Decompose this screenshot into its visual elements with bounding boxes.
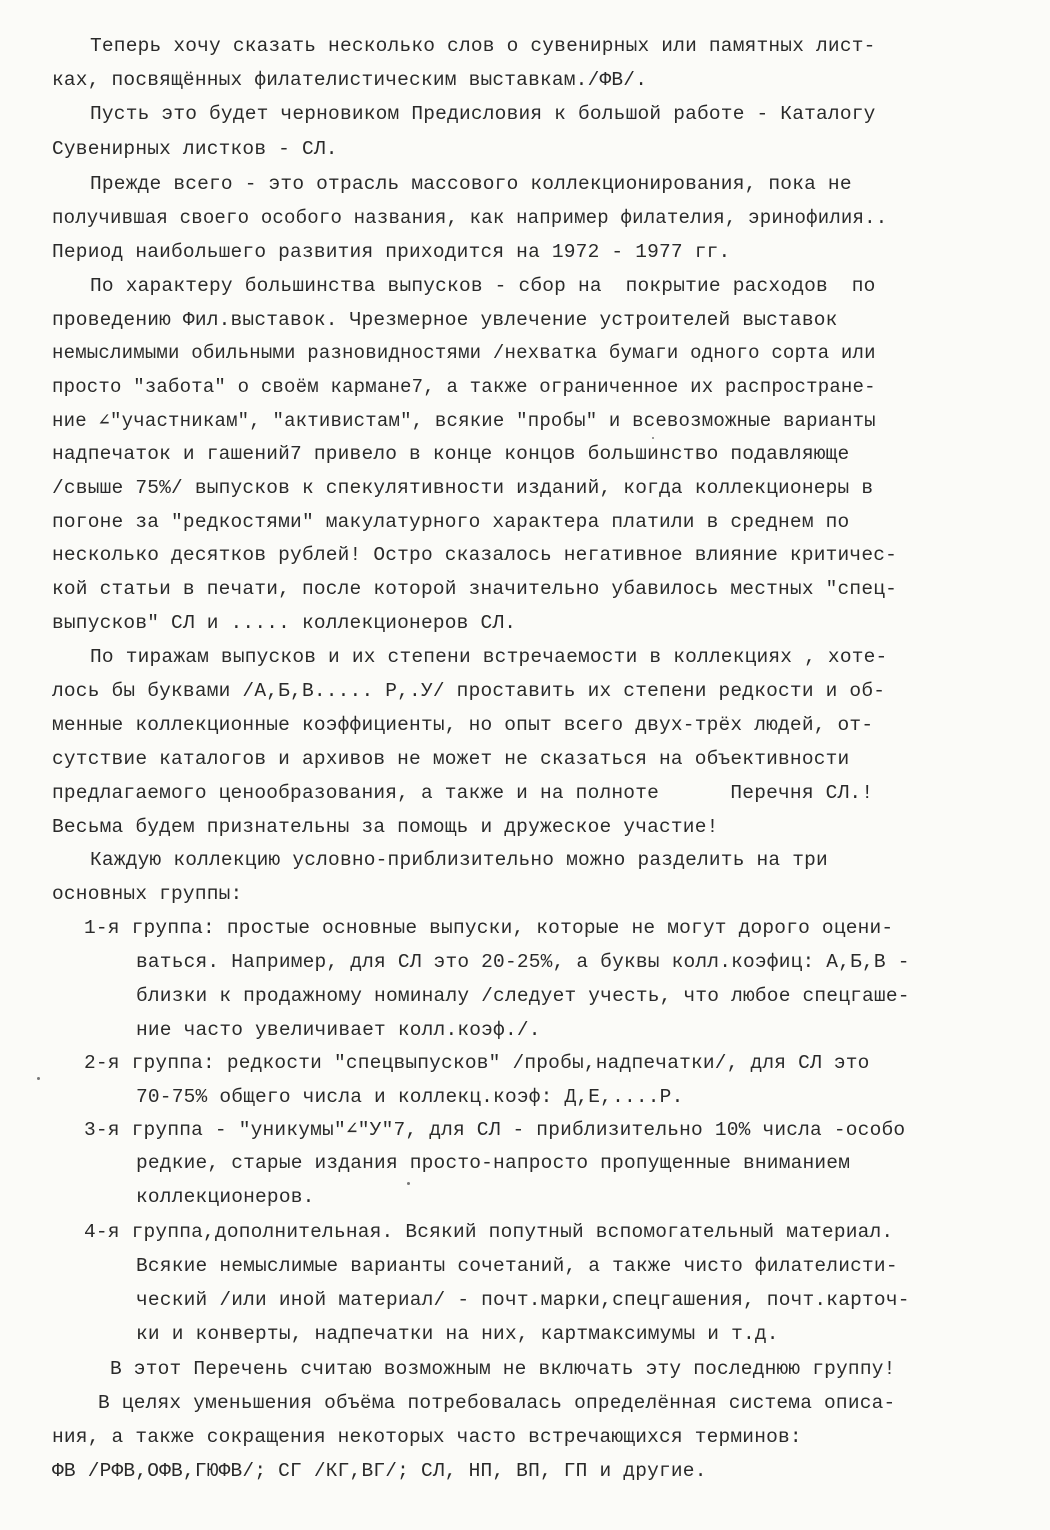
text-line: лось бы буквами /А,Б,В..... Р,.У/ проставить их степени редкости и об- [52, 680, 886, 702]
text-line: основных группы: [52, 883, 243, 905]
text-line: Весьма будем признательны за помощь и дружеское участие! [52, 816, 719, 838]
text-line: Прежде всего - это отрасль массового коллекционирования, пока не [90, 173, 852, 195]
text-line: ние ∠"участникам", "активистам", всякие "пробы" и всевозможные варианты [52, 410, 876, 432]
text-line: несколько десятков рублей! Остро сказалось негативное влияние критичес- [52, 544, 898, 566]
text-line: ФВ /РФВ,ОФВ,ГЮФВ/; СГ /КГ,ВГ/; СЛ, НП, ВП, ГП и другие. [52, 1460, 707, 1482]
text-line: 1-я группа: простые основные выпуски, которые не могут дорого оцени- [84, 917, 894, 939]
text-line: сутствие каталогов и архивов не может не сказаться на объективности [52, 748, 850, 770]
text-line: редкие, старые издания просто-напросто пропущенные вниманием [136, 1152, 851, 1174]
text-line: Пусть это будет черновиком Предисловия к большой работе - Каталогу [90, 103, 876, 125]
text-line: надпечаток и гашений7 привело в конце концов большинство подавляюще [52, 443, 850, 465]
text-line: ки и конверты, надпечатки на них, картмаксимумы и т.д. [136, 1323, 779, 1345]
text-line: 4-я группа,дополнительная. Всякий попутный вспомогательный материал. [84, 1221, 894, 1243]
text-line: Теперь хочу сказать несколько слов о сувенирных или памятных лист- [90, 35, 876, 57]
text-line: Сувенирных листков - СЛ. [52, 138, 338, 160]
text-line: просто "забота" о своём кармане7, а также ограниченное их распростране- [52, 376, 876, 398]
paper-speck [652, 437, 654, 439]
paper-speck [407, 1182, 410, 1185]
text-line: ния, а также сокращения некоторых часто встречающихся терминов: [52, 1426, 802, 1448]
text-line: предлагаемого ценообразования, а также и на полноте Перечня СЛ.! [52, 782, 874, 804]
text-line: кой статьи в печати, после которой значительно убавилось местных "спец- [52, 578, 898, 600]
text-line: По тиражам выпусков и их степени встречаемости в коллекциях , хоте- [90, 646, 888, 668]
paper-speck [37, 1077, 40, 1080]
text-line: близки к продажному номиналу /следует учесть, что любое спецгаше- [136, 985, 910, 1007]
text-line: Период наибольшего развития приходится на 1972 - 1977 гг. [52, 241, 731, 263]
text-line: выпусков" СЛ и ..... коллекционеров СЛ. [52, 612, 517, 634]
text-line: погоне за "редкостями" макулатурного характера платили в среднем по [52, 511, 850, 533]
text-line: проведению Фил.выставок. Чрезмерное увлечение устроителей выставок [52, 309, 838, 331]
text-line: Всякие немыслимые варианты сочетаний, а также чисто филателисти- [136, 1255, 898, 1277]
text-line: немыслимыми обильными разновидностями /нехватка бумаги одного сорта или [52, 342, 876, 364]
text-line: коллекционеров. [136, 1186, 315, 1208]
text-line: /свыше 75%/ выпусков к спекулятивности изданий, когда коллекционеры в [52, 477, 874, 499]
text-line: По характеру большинства выпусков - сбор на покрытие расходов по [90, 275, 876, 297]
text-line: менные коллекционные коэффициенты, но опыт всего двух-трёх людей, от- [52, 714, 874, 736]
text-line: ваться. Например, для СЛ это 20-25%, а буквы колл.коэфиц: А,Б,В - [136, 951, 910, 973]
text-line: Каждую коллекцию условно-приблизительно можно разделить на три [90, 849, 828, 871]
text-line: получившая своего особого названия, как например филателия, эринофилия.. [52, 207, 888, 229]
text-line: 70-75% общего числа и коллекц.коэф: Д,Е,....Р. [136, 1086, 684, 1108]
text-line: В этот Перечень считаю возможным не включать эту последнюю группу! [110, 1358, 896, 1380]
text-line: ческий /или иной материал/ - почт.марки,спецгашения, почт.карточ- [136, 1289, 910, 1311]
text-line: 2-я группа: редкости "спецвыпусков" /пробы,надпечатки/, для СЛ это [84, 1052, 870, 1074]
text-line: ние часто увеличивает колл.коэф./. [136, 1019, 541, 1041]
text-line: В целях уменьшения объёма потребовалась определённая система описа- [98, 1392, 896, 1414]
text-line: ках, посвящённых филателистическим выставкам./ФВ/. [52, 69, 648, 91]
text-line: 3-я группа - "уникумы"∠"У"7, для СЛ - приблизительно 10% числа -особо [84, 1119, 906, 1141]
